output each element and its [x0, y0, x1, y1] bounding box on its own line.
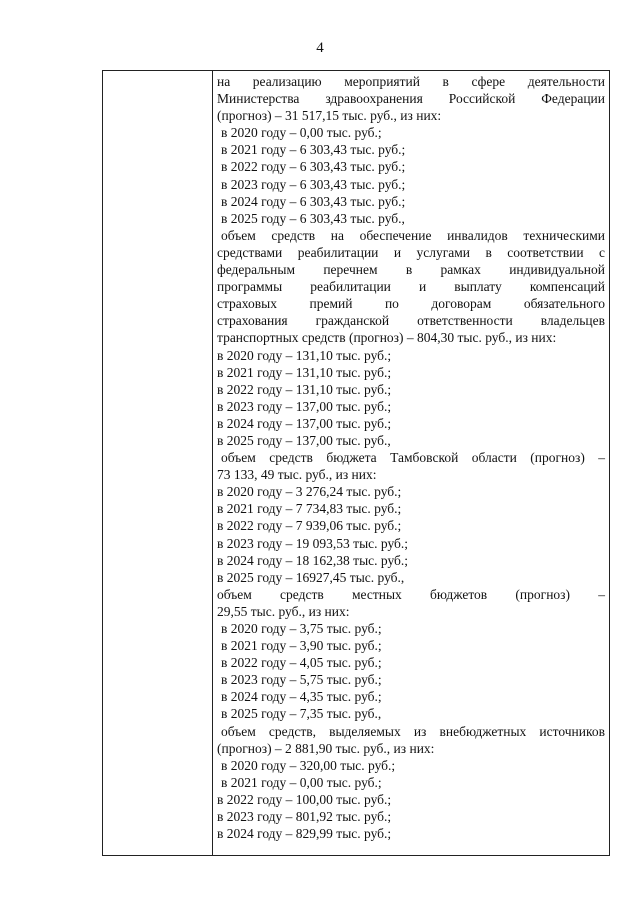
- text-line: в 2023 году – 19 093,53 тыс. руб.;: [217, 535, 409, 551]
- text-line: в 2020 году – 320,00 тыс. руб.;: [221, 757, 396, 773]
- text-line: в 2021 году – 0,00 тыс. руб.;: [221, 774, 382, 790]
- table-content-cell: [217, 73, 605, 842]
- text-line: в 2020 году – 3,75 тыс. руб.;: [221, 621, 382, 636]
- text-line: в 2025 году – 16927,45 тыс. руб.,: [217, 569, 405, 585]
- text-line: федеральным перечнем в рамках индивидуальной: [217, 262, 605, 278]
- text-line: страхования гражданской ответственности владельцев: [217, 313, 605, 329]
- text-line: 29,55 тыс. руб., из них:: [217, 603, 350, 619]
- text-line: объем средств, выделяемых из внебюджетных источников: [221, 723, 605, 739]
- text-line: в 2023 году – 6 303,43 тыс. руб.;: [221, 176, 406, 192]
- program-financing-table: [102, 70, 610, 856]
- text-line: (прогноз) – 2 881,90 тыс. руб., из них:: [217, 740, 435, 756]
- text-line: в 2024 году – 4,35 тыс. руб.;: [221, 689, 382, 705]
- text-line: объем средств на обеспечение инвалидов техническими: [221, 227, 605, 243]
- text-line: в 2021 году – 7 734,83 тыс. руб.;: [217, 501, 402, 517]
- text-line: в 2022 году – 6 303,43 тыс. руб.;: [221, 159, 406, 175]
- page-number: 4: [316, 40, 324, 56]
- text-line: объем средств местных бюджетов (прогноз) –: [217, 586, 605, 602]
- text-line: в 2020 году – 0,00 тыс. руб.;: [221, 125, 382, 141]
- text-line: программы реабилитации и выплату компенсаций: [217, 279, 605, 295]
- text-line: в 2022 году – 131,10 тыс. руб.;: [217, 381, 392, 397]
- text-line: в 2024 году – 18 162,38 тыс. руб.;: [217, 552, 409, 568]
- text-line: Министерства здравоохранения Российской Федерации: [217, 91, 605, 107]
- text-line: в 2025 году – 137,00 тыс. руб.,: [217, 432, 391, 448]
- text-line: страховых премий по договорам обязательного: [217, 296, 605, 312]
- text-line: в 2020 году – 131,10 тыс. руб.;: [217, 347, 392, 363]
- text-line: в 2023 году – 801,92 тыс. руб.;: [217, 809, 392, 825]
- text-line: в 2022 году – 100,00 тыс. руб.;: [217, 791, 392, 807]
- text-line: средствами реабилитации и услугами в соответствии с: [217, 244, 605, 260]
- text-line: в 2024 году – 137,00 тыс. руб.;: [217, 415, 392, 431]
- text-line: 73 133, 49 тыс. руб., из них:: [217, 467, 377, 483]
- text-line: в 2024 году – 6 303,43 тыс. руб.;: [221, 193, 406, 209]
- text-line: в 2020 году – 3 276,24 тыс. руб.;: [217, 484, 402, 500]
- text-line: объем средств бюджета Тамбовской области (прогноз) –: [221, 450, 605, 466]
- text-line: в 2021 году – 3,90 тыс. руб.;: [221, 638, 382, 654]
- text-line: в 2021 году – 131,10 тыс. руб.;: [217, 364, 392, 380]
- text-line: в 2022 году – 7 939,06 тыс. руб.;: [217, 518, 402, 534]
- text-line: в 2025 году – 7,35 тыс. руб.,: [221, 706, 382, 722]
- text-line: в 2022 году – 4,05 тыс. руб.;: [221, 655, 382, 671]
- text-line: в 2021 году – 6 303,43 тыс. руб.;: [221, 142, 406, 158]
- table-label-cell: [103, 71, 213, 855]
- text-line: транспортных средств (прогноз) – 804,30 тыс. руб., из них:: [217, 330, 557, 346]
- text-line: в 2023 году – 5,75 тыс. руб.;: [221, 672, 382, 688]
- text-line: в 2024 году – 829,99 тыс. руб.;: [217, 826, 392, 842]
- text-line: (прогноз) – 31 517,15 тыс. руб., из них:: [217, 108, 442, 124]
- text-line: в 2025 году – 6 303,43 тыс. руб.,: [221, 210, 405, 226]
- text-line: в 2023 году – 137,00 тыс. руб.;: [217, 398, 392, 414]
- text-line: на реализацию мероприятий в сфере деятельности: [217, 74, 605, 89]
